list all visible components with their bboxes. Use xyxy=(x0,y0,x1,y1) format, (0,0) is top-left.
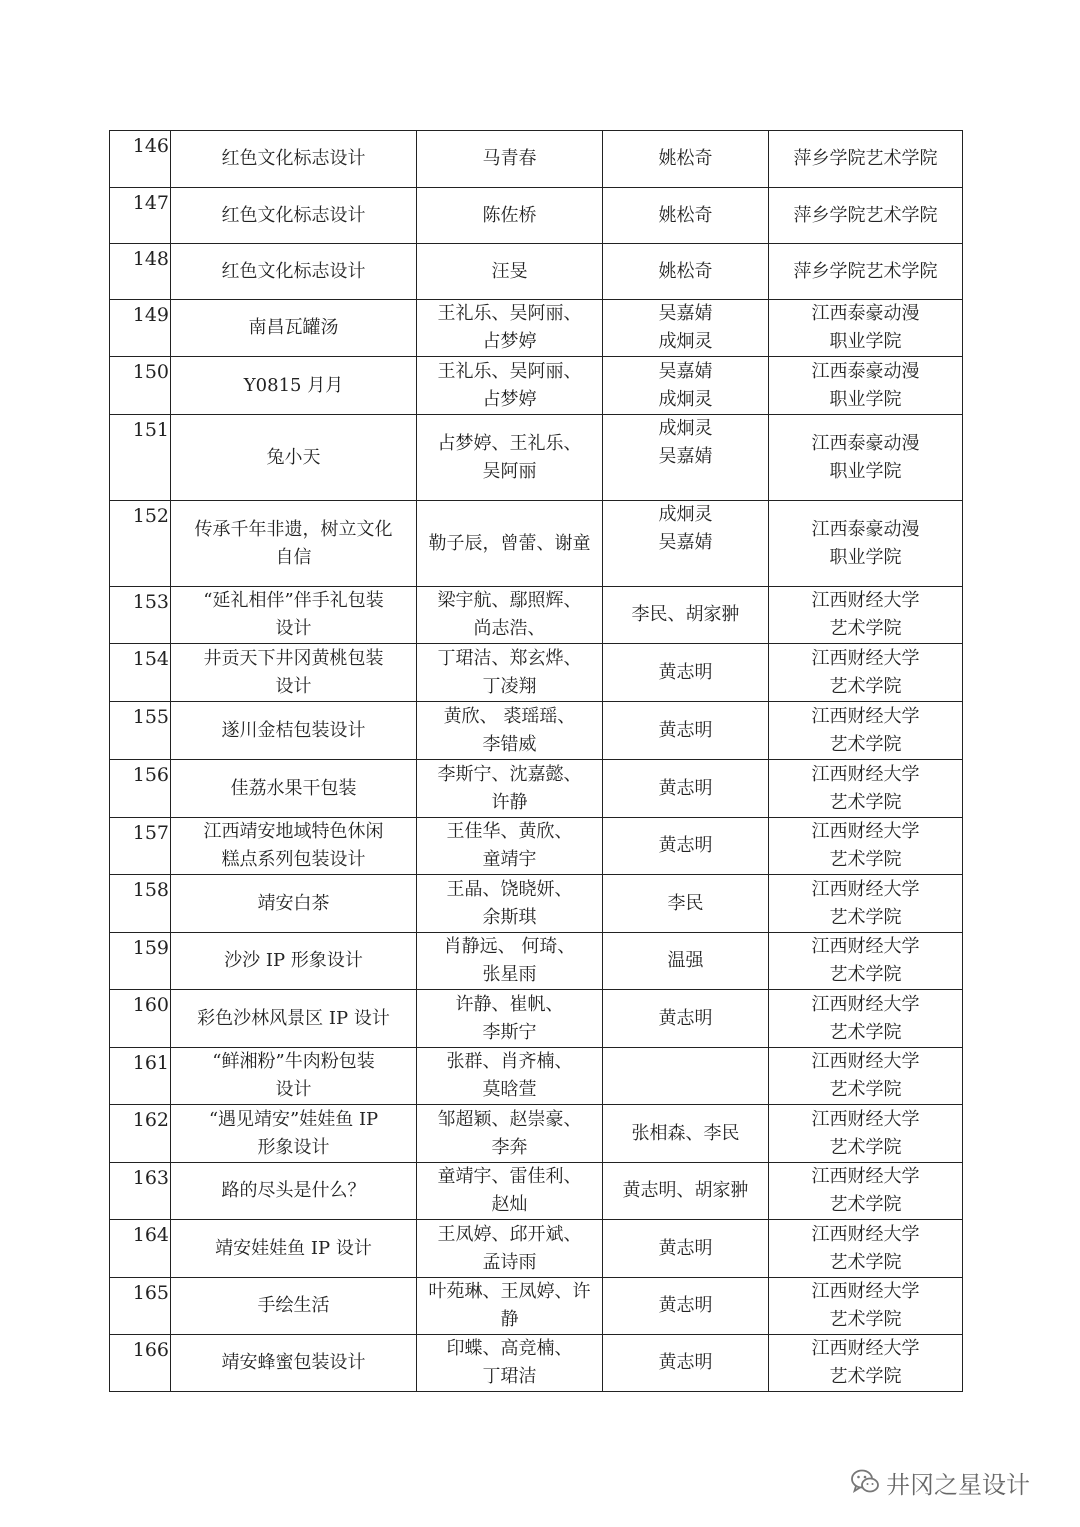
work-title xyxy=(171,1335,417,1392)
authors-line: 马青春 xyxy=(482,148,537,169)
school-line: 艺术学院 xyxy=(829,675,902,697)
advisors-line: 成炯灵 xyxy=(658,504,713,525)
advisors xyxy=(603,933,769,990)
authors xyxy=(417,501,603,587)
work-title-line: 兔小天 xyxy=(266,446,321,468)
watermark xyxy=(850,1462,1030,1502)
advisors-line: 李民、胡家翀 xyxy=(631,604,740,625)
table-row xyxy=(110,933,963,990)
table-row xyxy=(110,875,963,933)
row-number: 162 xyxy=(110,1105,171,1163)
school-line: 江西财经大学 xyxy=(811,1338,920,1359)
school-line: 江西财经大学 xyxy=(811,1223,920,1245)
school-line: 江西财经大学 xyxy=(811,993,920,1015)
table-row xyxy=(110,702,963,760)
row-number: 148 xyxy=(110,244,171,300)
advisors-line: 成炯灵 xyxy=(658,388,713,410)
authors xyxy=(417,933,603,990)
school-line: 江西财经大学 xyxy=(811,1166,920,1187)
school-line: 江西财经大学 xyxy=(811,705,920,727)
work-title-line: 形象设计 xyxy=(257,1136,330,1158)
work-title-line: 路的尽头是什么？ xyxy=(221,1180,366,1201)
school xyxy=(769,1163,963,1220)
advisors xyxy=(603,357,769,415)
advisors-line: 黄志明 xyxy=(658,661,713,683)
authors xyxy=(417,188,603,244)
authors xyxy=(417,1105,603,1163)
advisors-line: 姚松奇 xyxy=(658,260,713,282)
school xyxy=(769,1105,963,1163)
school-line: 江西财经大学 xyxy=(811,878,920,900)
school xyxy=(769,501,963,587)
school xyxy=(769,1278,963,1335)
advisors-line: 黄志明、胡家翀 xyxy=(622,1180,749,1201)
work-title xyxy=(171,244,417,300)
work-title-line: 糕点系列包装设计 xyxy=(221,849,366,870)
advisors xyxy=(603,1105,769,1163)
school xyxy=(769,818,963,875)
school xyxy=(769,1335,963,1392)
advisors-line: 黄志明 xyxy=(658,1237,713,1259)
advisors-line: 成炯灵 xyxy=(658,331,713,352)
school-line: 江西泰豪动漫 xyxy=(811,432,920,454)
school-line: 萍乡学院艺术学院 xyxy=(793,260,938,282)
authors-line: 占梦婷 xyxy=(482,388,537,410)
advisors-line: 黄志明 xyxy=(658,777,713,799)
school-line: 职业学院 xyxy=(829,331,902,352)
school-line: 艺术学院 xyxy=(829,1309,902,1330)
school-line: 职业学院 xyxy=(829,460,902,482)
authors-line: 孟诗雨 xyxy=(482,1251,537,1273)
advisors xyxy=(603,587,769,644)
authors-line: 王礼乐、吴阿丽、 xyxy=(437,360,582,382)
row-number: 165 xyxy=(110,1278,171,1335)
table-row xyxy=(110,1105,963,1163)
school-line: 艺术学院 xyxy=(829,618,902,639)
authors-line: 赵灿 xyxy=(491,1194,528,1215)
authors-line: 王凤婷、邱开斌、 xyxy=(437,1223,582,1245)
work-title xyxy=(171,1163,417,1220)
row-number: 158 xyxy=(110,875,171,933)
authors-line: 静 xyxy=(500,1309,519,1330)
row-number: 155 xyxy=(110,702,171,760)
row-number: 164 xyxy=(110,1220,171,1278)
advisors xyxy=(603,702,769,760)
advisors xyxy=(603,415,769,501)
table-row xyxy=(110,300,963,357)
work-title xyxy=(171,587,417,644)
work-title xyxy=(171,760,417,818)
authors-line: 肖静远、 何琦、 xyxy=(443,936,576,957)
work-title-line: Y0815 月月 xyxy=(243,374,344,396)
authors-line: 印蝶、高竞楠、 xyxy=(446,1338,573,1359)
school-line: 艺术学院 xyxy=(829,1021,902,1043)
advisors xyxy=(603,131,769,188)
advisors xyxy=(603,760,769,818)
school xyxy=(769,875,963,933)
advisors xyxy=(603,644,769,702)
work-title-line: 设计 xyxy=(275,675,312,697)
advisors xyxy=(603,1278,769,1335)
work-title xyxy=(171,1220,417,1278)
school-line: 江西泰豪动漫 xyxy=(811,518,920,540)
school xyxy=(769,1048,963,1105)
authors-line: 邹超颖、赵崇豪、 xyxy=(437,1108,582,1130)
work-title xyxy=(171,818,417,875)
authors xyxy=(417,1163,603,1220)
school xyxy=(769,933,963,990)
advisors-line: 黄志明 xyxy=(658,1295,713,1316)
advisors xyxy=(603,300,769,357)
advisors xyxy=(603,875,769,933)
table-row xyxy=(110,587,963,644)
school-line: 艺术学院 xyxy=(829,1194,902,1215)
school-line: 江西财经大学 xyxy=(811,936,920,957)
work-title-line: 南昌瓦罐汤 xyxy=(248,317,339,338)
school xyxy=(769,415,963,501)
advisors xyxy=(603,990,769,1048)
school-line: 江西泰豪动漫 xyxy=(811,360,920,382)
school xyxy=(769,300,963,357)
school-line: 艺术学院 xyxy=(829,1079,902,1100)
authors xyxy=(417,644,603,702)
advisors xyxy=(603,244,769,300)
school-line: 江西财经大学 xyxy=(811,647,920,669)
school-line: 艺术学院 xyxy=(829,964,902,985)
table-row xyxy=(110,415,963,501)
advisors-line: 吴嘉婧 xyxy=(658,532,713,553)
school-line: 艺术学院 xyxy=(829,849,902,870)
authors-line: 占梦婷、王礼乐、 xyxy=(437,432,582,454)
row-number: 157 xyxy=(110,818,171,875)
authors-line: 余斯琪 xyxy=(482,906,537,928)
row-number: 166 xyxy=(110,1335,171,1392)
work-title xyxy=(171,131,417,188)
table-row xyxy=(110,131,963,188)
results-table xyxy=(109,130,963,1392)
school-line: 江西财经大学 xyxy=(811,821,920,842)
school-line: 江西财经大学 xyxy=(811,1108,920,1130)
authors xyxy=(417,244,603,300)
work-title-line: 红色文化标志设计 xyxy=(221,148,366,169)
table-row xyxy=(110,1163,963,1220)
work-title-line: 手绘生活 xyxy=(257,1295,330,1316)
table-row xyxy=(110,501,963,587)
advisors-line: 成炯灵 xyxy=(658,418,713,439)
authors-line: 张星雨 xyxy=(482,964,537,985)
authors-line: 尚志浩、 xyxy=(473,618,546,639)
advisors xyxy=(603,1048,769,1105)
authors-line: 占梦婷 xyxy=(482,331,537,352)
authors-line: 许静 xyxy=(491,791,528,813)
advisors xyxy=(603,501,769,587)
authors xyxy=(417,875,603,933)
work-title-line: 江西靖安地域特色休闲 xyxy=(203,821,384,842)
authors xyxy=(417,990,603,1048)
work-title-line: 靖安蜂蜜包装设计 xyxy=(221,1352,366,1373)
authors-line: 张群、肖齐楠、 xyxy=(446,1051,573,1072)
authors xyxy=(417,300,603,357)
advisors xyxy=(603,188,769,244)
authors-line: 许静、崔帆、 xyxy=(455,993,564,1015)
work-title-line: 设计 xyxy=(275,618,312,639)
work-title xyxy=(171,300,417,357)
school-line: 艺术学院 xyxy=(829,906,902,928)
authors-line: 李斯宁、沈嘉懿、 xyxy=(437,763,582,785)
authors xyxy=(417,415,603,501)
work-title xyxy=(171,501,417,587)
school xyxy=(769,244,963,300)
authors xyxy=(417,1220,603,1278)
work-title xyxy=(171,644,417,702)
authors-line: 黄欣、 裘瑶瑶、 xyxy=(443,705,576,727)
authors-line: 王晶、饶晓妍、 xyxy=(446,878,573,900)
table-row xyxy=(110,1048,963,1105)
school-line: 艺术学院 xyxy=(829,733,902,755)
school xyxy=(769,760,963,818)
advisors-line: 吴嘉婧 xyxy=(658,360,713,382)
authors xyxy=(417,1278,603,1335)
work-title xyxy=(171,357,417,415)
work-title-line: 沙沙 IP 形象设计 xyxy=(224,950,363,971)
watermark-text: 井冈之星设计 xyxy=(886,1470,1030,1499)
authors-line: 王礼乐、吴阿丽、 xyxy=(437,303,582,324)
advisors-line: 姚松奇 xyxy=(658,148,713,169)
table-row xyxy=(110,818,963,875)
school-line: 艺术学院 xyxy=(829,791,902,813)
table-row xyxy=(110,244,963,300)
row-number: 161 xyxy=(110,1048,171,1105)
row-number: 159 xyxy=(110,933,171,990)
authors-line: 童靖宇、雷佳利、 xyxy=(437,1166,582,1187)
authors-line: 丁凌翔 xyxy=(482,675,537,697)
authors-line: 丁珺洁 xyxy=(482,1366,537,1387)
authors xyxy=(417,702,603,760)
work-title xyxy=(171,875,417,933)
school-line: 职业学院 xyxy=(829,546,902,568)
row-number: 153 xyxy=(110,587,171,644)
school-line: 艺术学院 xyxy=(829,1251,902,1273)
work-title-line: 井贡天下井冈黄桃包装 xyxy=(203,647,384,669)
authors xyxy=(417,1335,603,1392)
school-line: 江西财经大学 xyxy=(811,590,920,611)
authors xyxy=(417,1048,603,1105)
authors xyxy=(417,131,603,188)
advisors-line: 黄志明 xyxy=(658,1007,713,1029)
authors-line: 勒子辰，曾蕾、谢童 xyxy=(428,532,591,554)
advisors xyxy=(603,818,769,875)
work-title-line: 设计 xyxy=(275,1079,312,1100)
school-line: 江西财经大学 xyxy=(811,763,920,785)
work-title-line: 佳荔水果干包装 xyxy=(230,777,357,799)
work-title-line: 传承千年非遗，树立文化 xyxy=(194,518,393,540)
row-number: 154 xyxy=(110,644,171,702)
advisors-line: 黄志明 xyxy=(658,835,713,856)
authors-line: 李错威 xyxy=(482,733,537,755)
work-title-line: “遇见靖安”娃娃鱼 IP xyxy=(208,1108,379,1130)
wechat-icon xyxy=(850,1468,880,1496)
school-line: 江西泰豪动漫 xyxy=(811,303,920,324)
advisors-line: 温强 xyxy=(667,950,704,971)
school-line: 艺术学院 xyxy=(829,1136,902,1158)
advisors xyxy=(603,1335,769,1392)
work-title xyxy=(171,702,417,760)
row-number: 149 xyxy=(110,300,171,357)
table-row xyxy=(110,990,963,1048)
school xyxy=(769,1220,963,1278)
row-number: 160 xyxy=(110,990,171,1048)
authors-line: 王佳华、黄欣、 xyxy=(446,821,573,842)
table-row xyxy=(110,1278,963,1335)
authors xyxy=(417,587,603,644)
authors-line: 吴阿丽 xyxy=(482,460,537,482)
advisors-line: 李民 xyxy=(667,892,704,914)
row-number: 146 xyxy=(110,131,171,188)
authors-line: 丁珺洁、郑玄烨、 xyxy=(437,647,582,669)
authors-line: 李斯宁 xyxy=(482,1021,537,1043)
authors-line: 陈佐桥 xyxy=(482,204,537,226)
school xyxy=(769,131,963,188)
authors-line: 童靖宇 xyxy=(482,849,537,870)
authors xyxy=(417,357,603,415)
row-number: 152 xyxy=(110,501,171,587)
school-line: 江西财经大学 xyxy=(811,1281,920,1302)
work-title-line: 红色文化标志设计 xyxy=(221,260,366,282)
work-title-line: 彩色沙林风景区 IP 设计 xyxy=(197,1007,390,1029)
advisors-line: 黄志明 xyxy=(658,719,713,741)
table-row xyxy=(110,188,963,244)
authors-line: 叶苑琳、王凤婷、许 xyxy=(428,1281,591,1302)
results-table-body xyxy=(110,131,963,1392)
work-title xyxy=(171,1278,417,1335)
work-title-line: 红色文化标志设计 xyxy=(221,204,366,226)
school-line: 职业学院 xyxy=(829,388,902,410)
authors-line: 莫晗萱 xyxy=(482,1079,537,1100)
work-title xyxy=(171,188,417,244)
advisors-line: 张相森、李民 xyxy=(631,1122,740,1144)
authors-line: 梁宇航、鄢照辉、 xyxy=(437,590,582,611)
advisors xyxy=(603,1220,769,1278)
school-line: 江西财经大学 xyxy=(811,1051,920,1072)
row-number: 147 xyxy=(110,188,171,244)
advisors-line: 吴嘉婧 xyxy=(658,303,713,324)
table-row xyxy=(110,357,963,415)
authors-line: 李奔 xyxy=(491,1136,528,1158)
row-number: 156 xyxy=(110,760,171,818)
work-title-line: 靖安娃娃鱼 IP 设计 xyxy=(215,1237,372,1259)
advisors-line: 吴嘉婧 xyxy=(658,446,713,467)
work-title xyxy=(171,1048,417,1105)
table-row xyxy=(110,644,963,702)
work-title xyxy=(171,1105,417,1163)
authors xyxy=(417,760,603,818)
work-title xyxy=(171,933,417,990)
advisors xyxy=(603,1163,769,1220)
table-row xyxy=(110,1220,963,1278)
school xyxy=(769,188,963,244)
school-line: 萍乡学院艺术学院 xyxy=(793,148,938,169)
work-title-line: 靖安白茶 xyxy=(257,892,330,914)
authors xyxy=(417,818,603,875)
work-title-line: “延礼相伴”伴手礼包装 xyxy=(203,590,384,611)
school xyxy=(769,644,963,702)
school-line: 艺术学院 xyxy=(829,1366,902,1387)
work-title-line: “鲜湘粉”牛肉粉包装 xyxy=(212,1051,375,1072)
school-line: 萍乡学院艺术学院 xyxy=(793,204,938,226)
advisors-line: 黄志明 xyxy=(658,1352,713,1373)
advisors-line: 姚松奇 xyxy=(658,204,713,226)
table-row xyxy=(110,1335,963,1392)
school xyxy=(769,990,963,1048)
work-title xyxy=(171,415,417,501)
row-number: 151 xyxy=(110,415,171,501)
authors-line: 汪旻 xyxy=(491,260,528,282)
row-number: 150 xyxy=(110,357,171,415)
school xyxy=(769,702,963,760)
row-number: 163 xyxy=(110,1163,171,1220)
school xyxy=(769,587,963,644)
school xyxy=(769,357,963,415)
table-row xyxy=(110,760,963,818)
work-title xyxy=(171,990,417,1048)
work-title-line: 遂川金桔包装设计 xyxy=(221,719,366,741)
work-title-line: 自信 xyxy=(275,546,312,568)
